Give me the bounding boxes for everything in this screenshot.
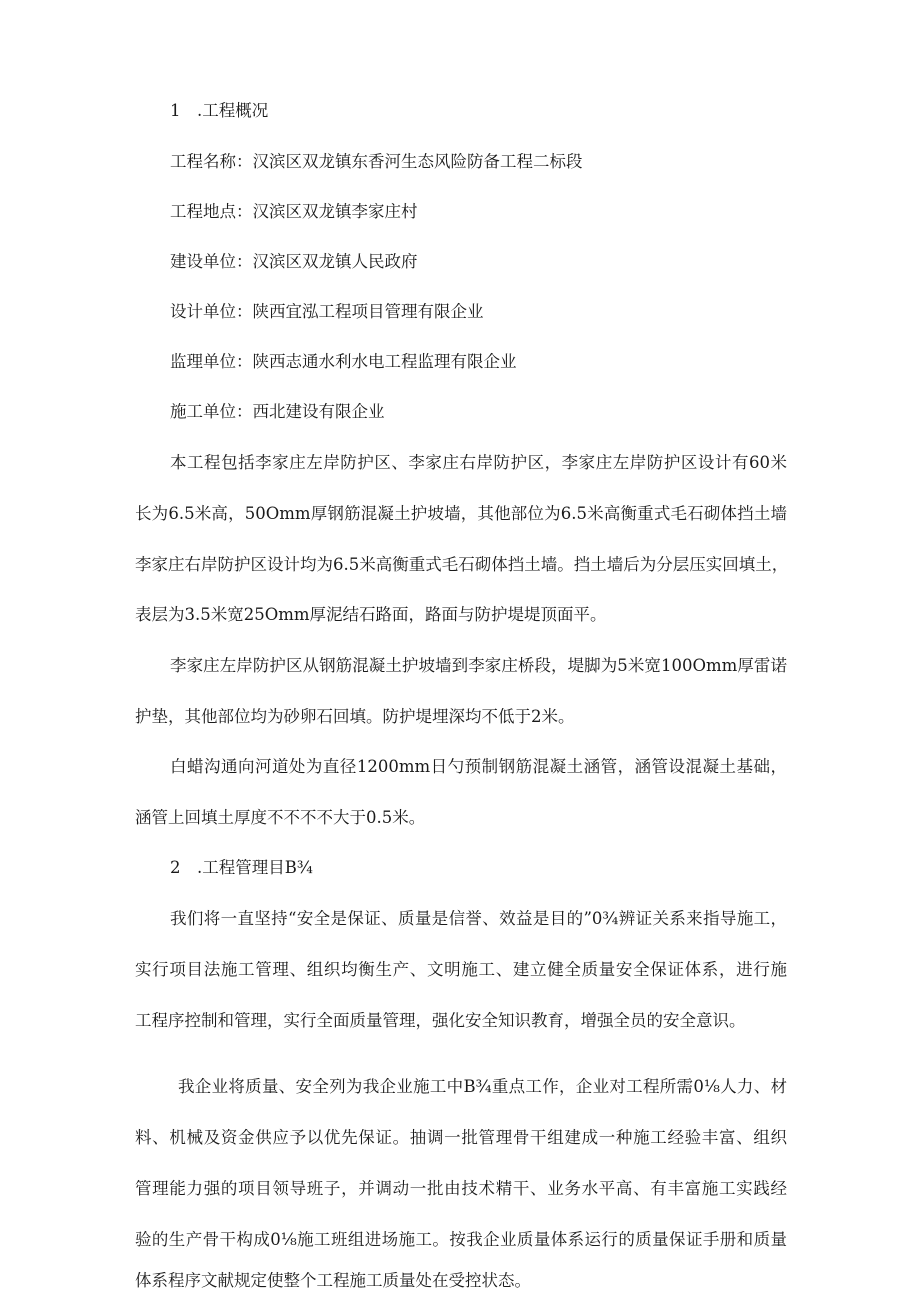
paragraph-line: 实行项目法施工管理、组织均衡生产、文明施工、建立健全质量安全保证体系，进行施 — [135, 960, 787, 979]
paragraph-line: 工程序控制和管理，实行全面质量管理，强化安全知识教育，增强全员的安全意识。 — [135, 1011, 746, 1030]
paragraph-line: 体系程序文献规定使整个工程施工质量处在受控状态。 — [135, 1271, 531, 1290]
supervision-unit-line: 监理单位：陕西志通水利水电工程监理有限企业 — [170, 352, 517, 371]
paragraph-line: 验的生产骨干构成0⅛施工班组进场施工。按我企业质量体系运行的质量保证手册和质量 — [135, 1230, 787, 1249]
construction-unit-line: 建设单位：汉滨区双龙镇人民政府 — [170, 252, 418, 271]
paragraph-line: 我们将一直坚持“安全是保证、质量是信誉、效益是目的”0¾辨证关系来指导施工， — [170, 909, 787, 928]
paragraph-line: 表层为3.5米宽25Omm厚泥结石路面，路面与防护堤堤顶面平。 — [135, 605, 607, 624]
contractor-unit-line: 施工单位：西北建设有限企业 — [170, 402, 385, 421]
section-heading-project-overview: 1 .工程概况 — [170, 101, 269, 120]
paragraph-line: 料、机械及资金供应予以优先保证。抽调一批管理骨干组建成一种施工经验丰富、组织 — [135, 1128, 787, 1147]
paragraph-line: 管理能力强的项目领导班子，并调动一批由技术精干、业务水平高、有丰富施工实践经 — [135, 1179, 787, 1198]
paragraph-line: 李家庄左岸防护区从钢筋混凝土护坡墙到李家庄桥段，堤脚为5米宽100Omm厚雷诺 — [170, 656, 787, 675]
paragraph-line: 白蜡沟通向河道处为直径1200mm日勺预制钢筋混凝土涵管，涵管设混凝土基础， — [170, 757, 787, 776]
paragraph-line: 涵管上回填土厚度不不不不大于0.5米。 — [135, 808, 426, 827]
paragraph-line: 本工程包括李家庄左岸防护区、李家庄右岸防护区，李家庄左岸防护区设计有60米 — [170, 453, 787, 472]
section-heading-management-goals: 2 .工程管理目B¾ — [170, 858, 313, 877]
project-name-line: 工程名称：汉滨区双龙镇东香河生态风险防备工程二标段 — [170, 152, 583, 171]
paragraph-line: 护垫，其他部位均为砂卵石回填。防护堤埋深均不低于2米。 — [135, 707, 575, 726]
design-unit-line: 设计单位：陕西宜泓工程项目管理有限企业 — [170, 302, 484, 321]
project-location-line: 工程地点：汉滨区双龙镇李家庄村 — [170, 202, 418, 221]
paragraph-line: 李家庄右岸防护区设计均为6.5米高衡重式毛石砌体挡土墙。挡土墙后为分层压实回填土， — [135, 555, 789, 574]
paragraph-line: 长为6.5米高，50Omm厚钢筋混凝土护坡墙，其他部位为6.5米高衡重式毛石砌体挡土墙 — [135, 504, 787, 523]
paragraph-line: 我企业将质量、安全列为我企业施工中B¾重点工作，企业对工程所需0⅛人力、材 — [178, 1077, 787, 1096]
